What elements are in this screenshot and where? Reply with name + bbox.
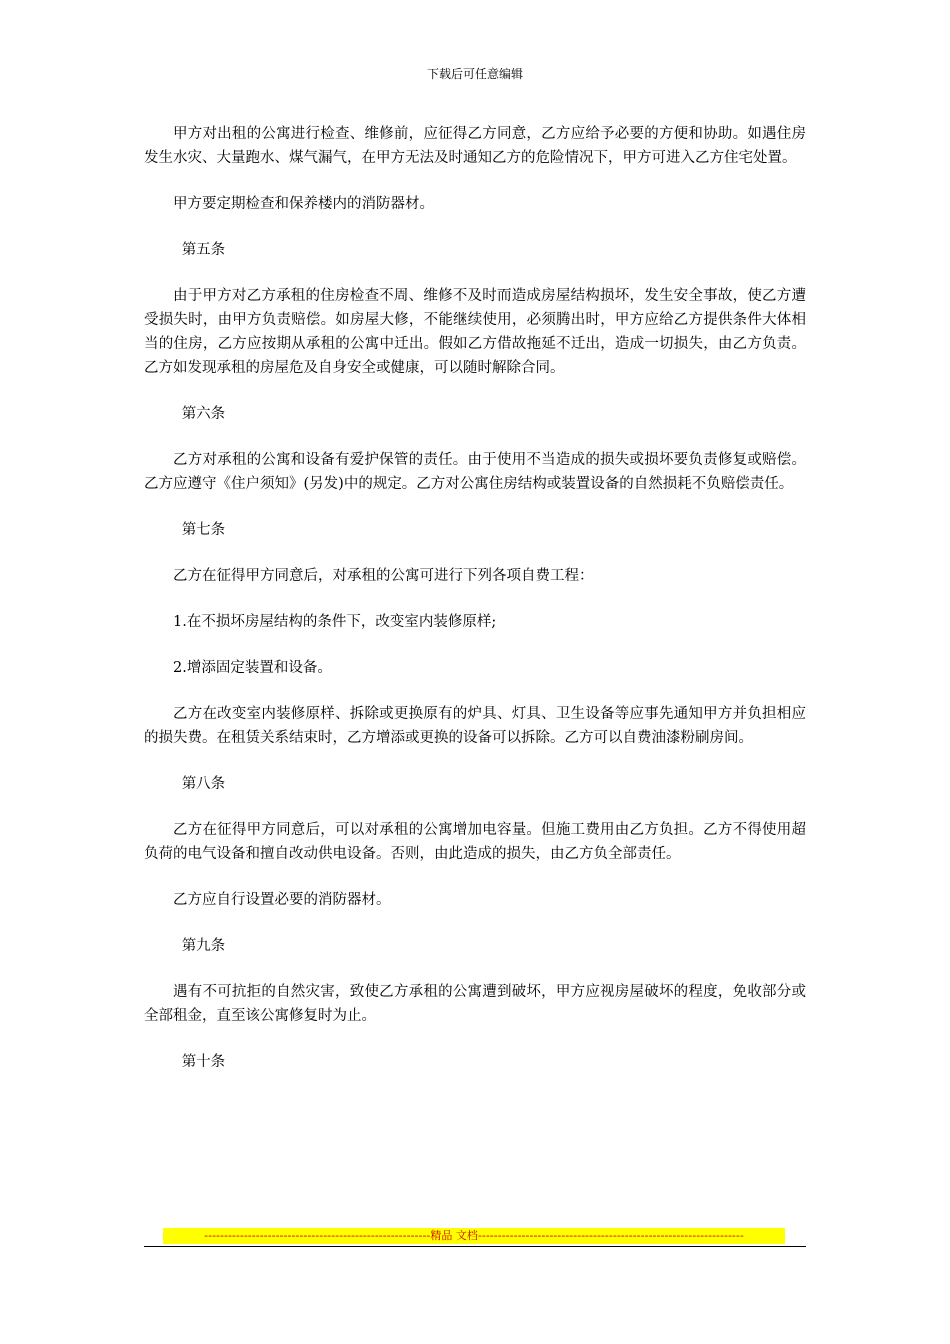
document-body	[144, 122, 806, 1074]
footer-label: 精品 文档	[430, 1229, 478, 1242]
article-heading: 第六条	[181, 406, 226, 422]
footer-banner	[163, 1228, 785, 1244]
footer-rule	[144, 1246, 806, 1247]
footer-right-dashes: -------------------------------------------------------------------	[477, 1229, 744, 1242]
article-heading: 第八条	[181, 776, 226, 792]
paragraph: 乙方对承租的公寓和设备有爱护保管的责任。由于使用不当造成的损失或损坏要负责修复或赔偿。乙方应遵守《住户须知》(另发)中的规定。乙方对公寓住房结构或装置设备的自然损耗不负赔偿责任。	[144, 452, 806, 492]
paragraph: 由于甲方对乙方承租的住房检查不周、维修不及时而造成房屋结构损坏，发生安全事故，使乙方遭受损失时，由甲方负责赔偿。如房屋大修，不能继续使用，必须腾出时，甲方应给乙方提供条件大体相当的住房，乙方应按期从承租的公寓中迁出。假如乙方借故拖延不迁出，造成一切损失，由乙方负责。乙方如发现承租的房屋危及自身安全或健康，可以随时解除合同。	[144, 288, 806, 376]
header-note: 下载后可任意编辑	[426, 67, 523, 81]
paragraph: 甲方对出租的公寓进行检查、维修前，应征得乙方同意，乙方应给予必要的方便和协助。如遇住房发生水灾、大量跑水、煤气漏气，在甲方无法及时通知乙方的危险情况下，甲方可进入乙方住宅处置。	[144, 126, 806, 166]
paragraph: 乙方应自行设置必要的消防器材。	[173, 892, 391, 908]
article-heading: 第五条	[181, 242, 226, 258]
list-item: 1.在不损坏房屋结构的条件下，改变室内装修原样;	[173, 614, 497, 630]
list-item: 2.增添固定装置和设备。	[173, 660, 332, 676]
paragraph: 乙方在征得甲方同意后，可以对承租的公寓增加电容量。但施工费用由乙方负担。乙方不得使用超负荷的电气设备和擅自改动供电设备。否则，由此造成的损失，由乙方负全部责任。	[144, 822, 806, 862]
article-heading: 第九条	[181, 938, 226, 954]
article-heading: 第十条	[181, 1054, 226, 1070]
article-heading: 第七条	[181, 522, 226, 538]
footer-left-dashes: ---------------------------------------------------------	[204, 1229, 431, 1242]
paragraph: 甲方要定期检查和保养楼内的消防器材。	[173, 196, 434, 212]
paragraph: 乙方在改变室内装修原样、拆除或更换原有的炉具、灯具、卫生设备等应事先通知甲方并负担相应的损失费。在租赁关系结束时，乙方增添或更换的设备可以拆除。乙方可以自费油漆粉刷房间。	[144, 706, 806, 746]
paragraph: 乙方在征得甲方同意后，对承租的公寓可进行下列各项自费工程：	[173, 568, 594, 584]
paragraph: 遇有不可抗拒的自然灾害，致使乙方承租的公寓遭到破坏，甲方应视房屋破坏的程度，免收部分或全部租金，直至该公寓修复时为止。	[144, 984, 806, 1024]
